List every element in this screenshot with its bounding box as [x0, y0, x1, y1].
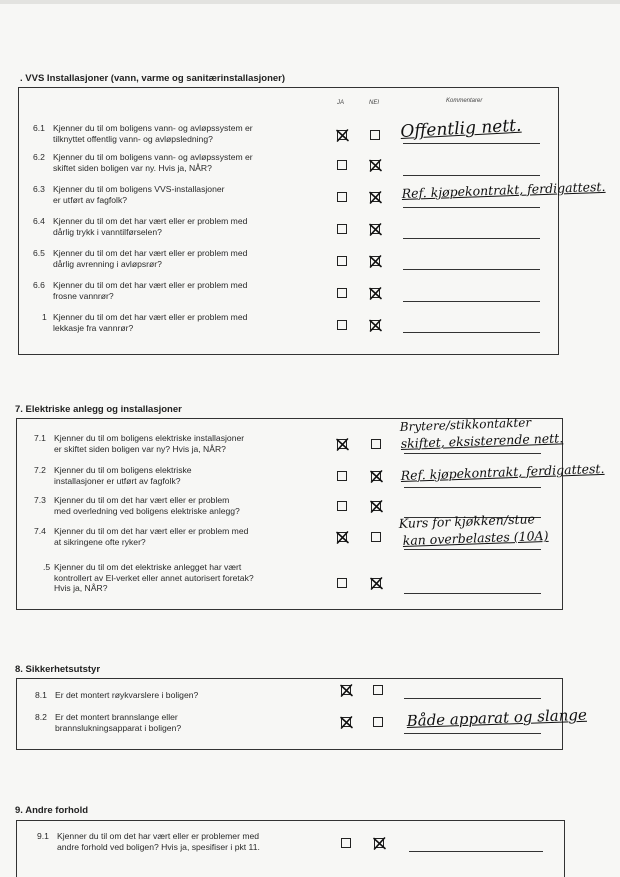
question-number: 6.2: [33, 152, 45, 162]
question-text-line: at sikringene ofte ryker?: [54, 536, 146, 547]
checkbox-nei[interactable]: [373, 717, 383, 727]
column-header-ja: JA: [337, 100, 345, 106]
checkbox-ja[interactable]: [337, 471, 347, 481]
comment-line[interactable]: [404, 453, 541, 454]
scan-edge: [0, 0, 620, 4]
comment-line[interactable]: [404, 698, 541, 699]
question-text-line: dårlig avrenning i avløpsrør?: [53, 258, 162, 269]
question-text: [53, 280, 323, 301]
checkbox-ja[interactable]: [341, 685, 351, 695]
question-number: 6.5: [33, 248, 45, 258]
question-text: [53, 312, 323, 333]
checkbox-nei[interactable]: [370, 130, 380, 140]
checkbox-ja[interactable]: [341, 717, 351, 727]
question-text: [55, 690, 325, 701]
section-title-vvs: . VVS Installasjoner (vann, varme og sanitærinstallasjoner): [20, 73, 286, 84]
question-number: 6.1: [33, 123, 45, 133]
comment-line[interactable]: [403, 332, 540, 333]
question-text-line: Kjenner du til om boligens vann- og avløpssystem er: [53, 152, 253, 162]
checkbox-ja[interactable]: [337, 578, 347, 588]
question-text-line: Kjenner du til om det har vært eller er problem med: [53, 248, 248, 258]
comment-line[interactable]: [409, 851, 543, 852]
comment-line[interactable]: [404, 549, 541, 550]
question-text: [53, 123, 323, 144]
comment-line[interactable]: [403, 301, 540, 302]
question-text-line: Kjenner du til om det elektriske anlegget har vært: [54, 562, 242, 572]
question-text-line: Kjenner du til om det har vært eller er problem: [54, 495, 230, 505]
handwritten-comment: Brytere/stikkontakter: [399, 415, 532, 434]
comment-line[interactable]: [404, 733, 541, 734]
checkbox-nei[interactable]: [370, 160, 380, 170]
handwritten-comment: Både apparat og slange: [406, 705, 588, 730]
question-text: [54, 495, 324, 516]
handwritten-comment: kan overbelastes (10A): [402, 527, 549, 548]
question-text-line: kontrollert av El-verket eller annet autorisert foretak?: [54, 572, 254, 583]
comment-line[interactable]: [403, 207, 540, 208]
question-number: 8.1: [35, 690, 47, 700]
checkbox-ja[interactable]: [337, 439, 347, 449]
comment-line[interactable]: [404, 487, 541, 488]
checkbox-ja[interactable]: [337, 256, 347, 266]
question-text-line: dårlig trykk i vanntilførselen?: [53, 226, 162, 237]
checkbox-nei[interactable]: [371, 471, 381, 481]
question-text-line: Kjenner du til om det har vært eller er problem med: [53, 312, 248, 322]
checkbox-nei[interactable]: [373, 685, 383, 695]
question-number: 7.4: [34, 526, 46, 536]
checkbox-nei[interactable]: [371, 578, 381, 588]
question-text-line: Hvis ja, NÅR?: [54, 583, 108, 593]
checkbox-nei[interactable]: [371, 439, 381, 449]
question-text-line: Er det montert røykvarslere i boligen?: [55, 690, 199, 700]
checkbox-nei[interactable]: [370, 288, 380, 298]
checkbox-nei[interactable]: [374, 838, 384, 848]
question-number: 7.2: [34, 465, 46, 475]
question-number: 1: [42, 312, 47, 322]
question-number: 6.6: [33, 280, 45, 290]
question-text-line: lekkasje fra vannrør?: [53, 322, 134, 333]
question-number: .5: [43, 562, 51, 572]
question-text-line: Er det montert brannslange eller: [55, 712, 178, 722]
question-text: [54, 562, 324, 594]
question-text: [53, 152, 323, 173]
question-text: [54, 465, 324, 486]
checkbox-nei[interactable]: [370, 192, 380, 202]
question-text-line: Kjenner du til om boligens elektriske installasjoner: [54, 433, 245, 443]
question-text: [54, 433, 324, 454]
checkbox-nei[interactable]: [371, 532, 381, 542]
handwritten-comment: Ref. kjøpekontrakt, ferdigattest.: [400, 460, 605, 483]
checkbox-ja[interactable]: [337, 192, 347, 202]
question-text: [53, 216, 323, 237]
checkbox-nei[interactable]: [370, 224, 380, 234]
question-text: [53, 248, 323, 269]
comment-line[interactable]: [403, 238, 540, 239]
question-text: [53, 184, 323, 205]
question-text-line: med overledning ved boligens elektriske anlegg?: [54, 505, 240, 516]
checkbox-ja[interactable]: [337, 224, 347, 234]
section-title-andre-forhold: 9. Andre forhold: [15, 805, 89, 816]
question-text-line: Kjenner du til om boligens VVS-installasjoner: [53, 184, 225, 194]
handwritten-comment: Ref. kjøpekontrakt, ferdigattest.: [401, 178, 606, 201]
checkbox-ja[interactable]: [337, 501, 347, 511]
checkbox-nei[interactable]: [370, 256, 380, 266]
question-text-line: er skiftet siden boligen var ny? Hvis ja, NÅR?: [54, 443, 226, 454]
question-text-line: brannslukningsapparat i boligen?: [55, 722, 182, 733]
question-text-line: Kjenner du til om det har vært eller er problem med: [54, 526, 249, 536]
checkbox-nei[interactable]: [371, 501, 381, 511]
question-text-line: Kjenner du til om boligens elektriske: [54, 465, 192, 475]
handwritten-comment: skiftet, eksisterende nett.: [400, 430, 564, 451]
comment-line[interactable]: [403, 269, 540, 270]
question-text-line: skiftet siden boligen var ny. Hvis ja, NÅR?: [53, 162, 212, 173]
checkbox-ja[interactable]: [337, 320, 347, 330]
checkbox-ja[interactable]: [341, 838, 351, 848]
question-text-line: andre forhold ved boligen? Hvis ja, spesifiser i pkt 11.: [57, 841, 260, 852]
checkbox-ja[interactable]: [337, 130, 347, 140]
comment-line[interactable]: [404, 593, 541, 594]
question-number: 7.1: [34, 433, 46, 443]
comment-line[interactable]: [403, 143, 540, 144]
section-title-sikkerhetsutstyr: 8. Sikkerhetsutstyr: [15, 664, 101, 675]
question-text-line: Kjenner du til om det har vært eller er problemer med: [57, 831, 260, 841]
comment-line[interactable]: [403, 175, 540, 176]
checkbox-ja[interactable]: [337, 288, 347, 298]
handwritten-comment: Offentlig nett.: [399, 115, 522, 142]
question-text-line: Kjenner du til om boligens vann- og avløpssystem er: [53, 123, 253, 133]
question-text: [57, 831, 327, 852]
handwritten-comment: Kurs for kjøkken/stue: [398, 511, 536, 531]
question-number: 9.1: [37, 831, 49, 841]
question-text-line: installasjoner er utført av fagfolk?: [54, 475, 181, 486]
question-text-line: Kjenner du til om det har vært eller er problem med: [53, 280, 248, 290]
checkbox-ja[interactable]: [337, 160, 347, 170]
column-header-kommentarer: Kommentarer: [446, 98, 483, 104]
question-number: 7.3: [34, 495, 46, 505]
question-number: 6.4: [33, 216, 45, 226]
question-text-line: er utført av fagfolk?: [53, 194, 128, 205]
question-text: [55, 712, 325, 733]
question-text-line: tilknyttet offentlig vann- og avløpsledning?: [53, 133, 213, 144]
column-header-nei: NEI: [369, 100, 380, 106]
question-text-line: frosne vannrør?: [53, 290, 114, 301]
checkbox-ja[interactable]: [337, 532, 347, 542]
question-text-line: Kjenner du til om det har vært eller er problem med: [53, 216, 248, 226]
section-title-elektriske: 7. Elektriske anlegg og installasjoner: [15, 404, 182, 415]
question-text: [54, 526, 324, 547]
checkbox-nei[interactable]: [370, 320, 380, 330]
question-number: 6.3: [33, 184, 45, 194]
question-number: 8.2: [35, 712, 47, 722]
